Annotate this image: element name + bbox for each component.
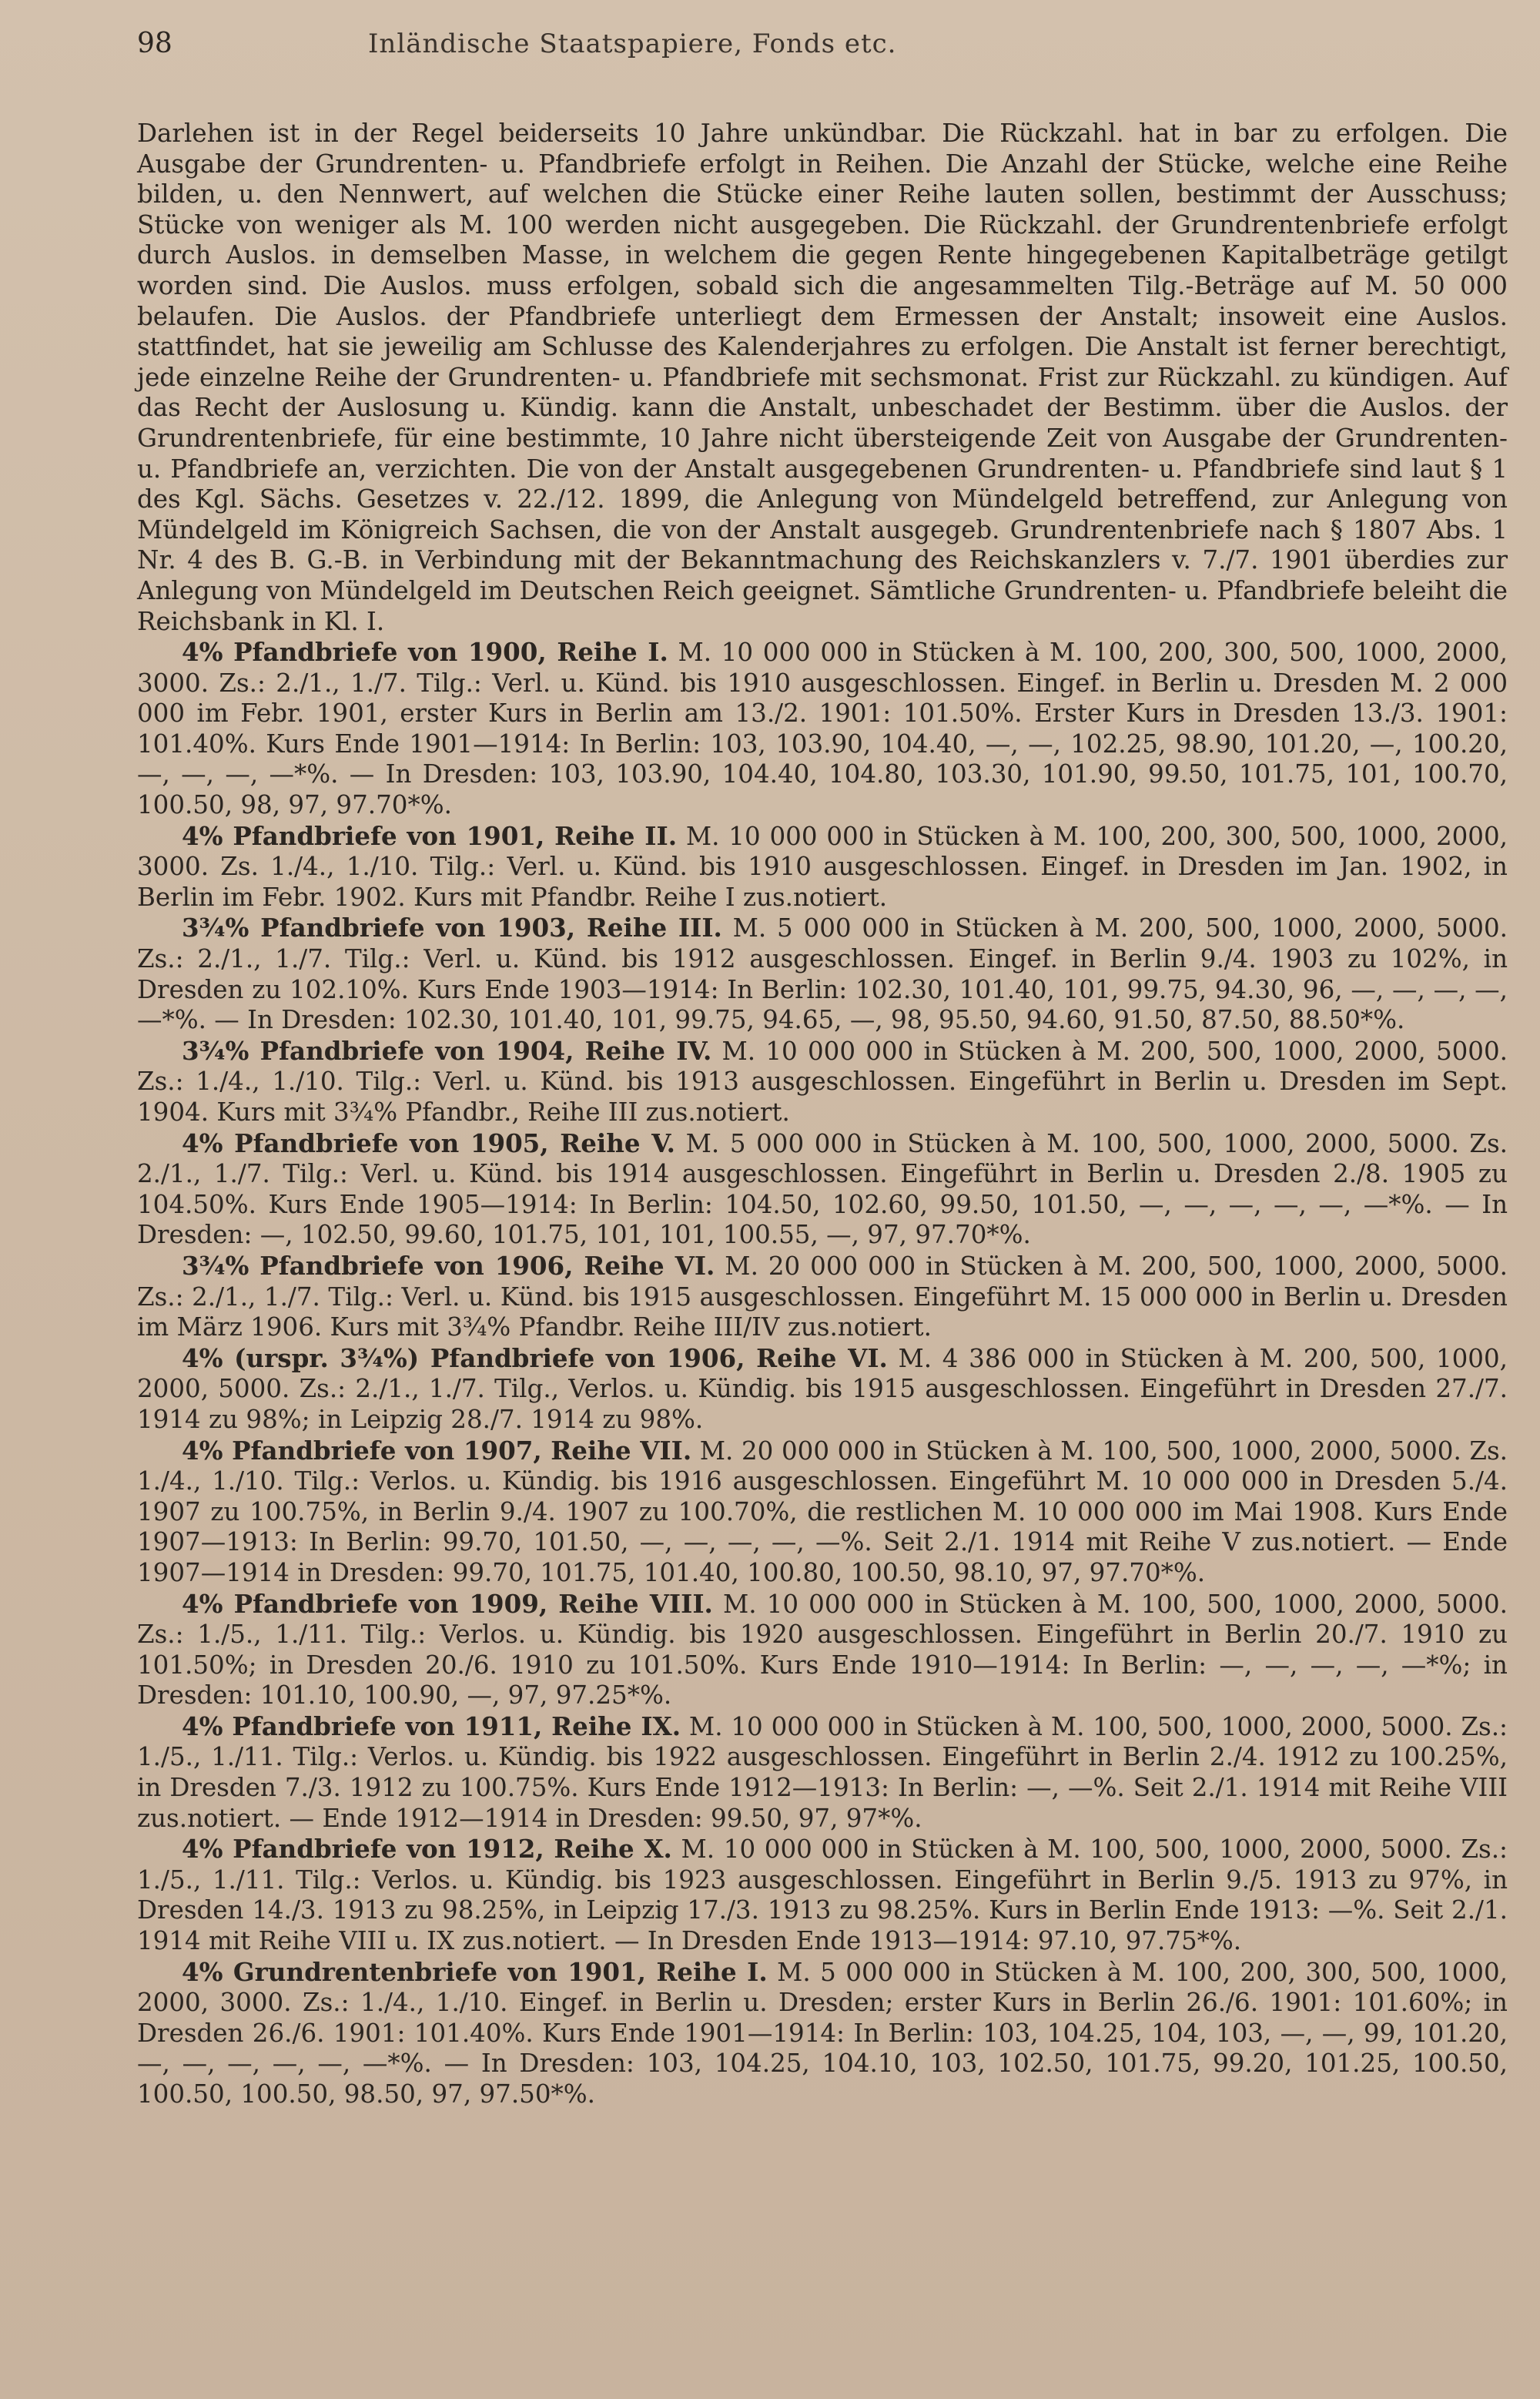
running-title: Inländische Staatspapiere, Fonds etc. bbox=[368, 28, 897, 59]
entry-text: M. 10 000 000 in Stücken à M. 200, 500, 1000, 2000, 5000. Zs.: 1./4., 1./10. Tilg.: Verl. u. Künd. bis 1913 ausgeschlossen. Eingeführt in Berlin u. Dresden im Sept. 1904. Kurs mit 3¾% Pfandbr., Reihe III zus.notiert. bbox=[137, 1036, 1508, 1127]
entry-pfandbriefe-1901 bbox=[137, 821, 1508, 913]
entry-text: M. 10 000 000 in Stücken à M. 100, 500, 1000, 2000, 5000. Zs.: 1./5., 1./11. Tilg.: Verlos. u. Kündig. bis 1920 ausgeschlossen. Eingeführt in Berlin 20./7. 1910 zu 101.50%; in Dresden 20./6. 1910 zu 101.50%. Kurs Ende 1910—1914: In Berlin: —, —, —, —, —*%; in Dresden: 101.10, 100.90, —, 97, 97.25*%. bbox=[137, 1589, 1508, 1710]
entry-heading: 4% (urspr. 3¾%) Pfandbriefe von 1906, Reihe VI. bbox=[182, 1342, 888, 1373]
entry-heading: 4% Grundrentenbriefe von 1901, Reihe I. bbox=[182, 1956, 768, 1987]
entry-text: M. 4 386 000 in Stücken à M. 200, 500, 1000, 2000, 5000. Zs.: 2./1., 1./7. Tilg., Verlos. u. Kündig. bis 1915 ausgeschlossen. Eingeführt in Dresden 27./7. 1914 zu 98%; in Leipzig 28./7. 1914 zu 98%. bbox=[137, 1343, 1508, 1434]
entry-pfandbriefe-1906 bbox=[137, 1251, 1508, 1343]
entry-text: M. 10 000 000 in Stücken à M. 100, 500, 1000, 2000, 5000. Zs.: 1./5., 1./11. Tilg.: Verlos. u. Kündig. bis 1922 ausgeschlossen. Eingeführt in Berlin 2./4. 1912 zu 100.25%, in Dresden 7./3. 1912 zu 100.75%. Kurs Ende 1912—1913: In Berlin: —, —%. Seit 2./1. 1914 mit Reihe VIII zus.notiert. — Ende 1912—1914 in Dresden: 99.50, 97, 97*%. bbox=[137, 1711, 1508, 1833]
entry-heading: 4% Pfandbriefe von 1901, Reihe II. bbox=[182, 820, 678, 851]
entry-pfandbriefe-1912 bbox=[137, 1834, 1508, 1956]
body-text bbox=[137, 119, 1508, 2110]
entry-pfandbriefe-1904 bbox=[137, 1036, 1508, 1128]
entry-text: M. 5 000 000 in Stücken à M. 100, 200, 300, 500, 1000, 2000, 3000. Zs.: 1./4., 1./10. Eingef. in Berlin u. Dresden; erster Kurs in Berlin 26./6. 1901: 101.60%; in Dresden 26./6. 1901: 101.40%. Kurs Ende 1901—1914: In Berlin: 103, 104.25, 104, 103, —, —, 99, 101.20, —, —, —, —, —, —*%. — In Dresden: 103, 104.25, 104.10, 103, 102.50, 101.75, 99.20, 101.25, 100.50, 100.50, 100.50, 98.50, 97, 97.50*%. bbox=[137, 1957, 1508, 2109]
entry-pfandbriefe-1903 bbox=[137, 913, 1508, 1035]
entry-pfandbriefe-1907 bbox=[137, 1436, 1508, 1589]
entry-text: M. 10 000 000 in Stücken à M. 100, 200, 300, 500, 1000, 2000, 3000. Zs.: 2./1., 1./7. Tilg.: Verl. u. Künd. bis 1910 ausgeschlossen. Eingef. in Berlin u. Dresden M. 2 000 000 im Febr. 1901, erster Kurs in Berlin am 13./2. 1901: 101.50%. Erster Kurs in Dresden 13./3. 1901: 101.40%. Kurs Ende 1901—1914: In Berlin: 103, 103.90, 104.40, —, —, 102.25, 98.90, 101.20, —, 100.20, —, —, —, —*%. — In Dresden: 103, 103.90, 104.40, 104.80, 103.30, 101.90, 99.50, 101.75, 101, 100.70, 100.50, 98, 97, 97.70*%. bbox=[137, 638, 1508, 820]
entry-text: M. 5 000 000 in Stücken à M. 100, 500, 1000, 2000, 5000. Zs. 2./1., 1./7. Tilg.: Verl. u. Künd. bis 1914 ausgeschlossen. Eingeführt in Berlin u. Dresden 2./8. 1905 zu 104.50%. Kurs Ende 1905—1914: In Berlin: 104.50, 102.60, 99.50, 101.50, —, —, —, —, —, —*%. — In Dresden: —, 102.50, 99.60, 101.75, 101, 101, 100.55, —, 97, 97.70*%. bbox=[137, 1128, 1508, 1250]
entry-heading: 4% Pfandbriefe von 1911, Reihe IX. bbox=[182, 1710, 681, 1741]
entry-text: M. 10 000 000 in Stücken à M. 100, 500, 1000, 2000, 5000. Zs.: 1./5., 1./11. Tilg.: Verlos. u. Kündig. bis 1923 ausgeschlossen. Eingeführt in Berlin 9./5. 1913 zu 97%, in Dresden 14./3. 1913 zu 98.25%, in Leipzig 17./3. 1913 zu 98.25%. Kurs in Berlin Ende 1913: —%. Seit 2./1. 1914 mit Reihe VIII u. IX zus.notiert. — In Dresden Ende 1913—1914: 97.10, 97.75*%. bbox=[137, 1834, 1508, 1956]
entry-heading: 3¾% Pfandbriefe von 1904, Reihe IV. bbox=[182, 1035, 712, 1066]
entry-heading: 4% Pfandbriefe von 1905, Reihe V. bbox=[182, 1127, 675, 1158]
entry-text: M. 5 000 000 in Stücken à M. 200, 500, 1000, 2000, 5000. Zs.: 2./1., 1./7. Tilg.: Verl. u. Künd. bis 1912 ausgeschlossen. Eingef. in Berlin 9./4. 1903 zu 102%, in Dresden zu 102.10%. Kurs Ende 1903—1914: In Berlin: 102.30, 101.40, 101, 99.75, 94.30, 96, —, —, —, —, —*%. — In Dresden: 102.30, 101.40, 101, 99.75, 94.65, —, 98, 95.50, 94.60, 91.50, 87.50, 88.50*%. bbox=[137, 913, 1508, 1035]
entry-pfandbriefe-1911 bbox=[137, 1711, 1508, 1834]
entry-text: M. 10 000 000 in Stücken à M. 100, 200, 300, 500, 1000, 2000, 3000. Zs. 1./4., 1./10. Tilg.: Verl. u. Künd. bis 1910 ausgeschlossen. Eingef. in Dresden im Jan. 1902, in Berlin im Febr. 1902. Kurs mit Pfandbr. Reihe I zus.notiert. bbox=[137, 821, 1508, 912]
entry-heading: 3¾% Pfandbriefe von 1906, Reihe VI. bbox=[182, 1250, 715, 1281]
intro-paragraph: Darlehen ist in der Regel beiderseits 10 Jahre unkündbar. Die Rückzahl. hat in bar zu erfolgen. Die Ausgabe der Grundrenten- u. Pfandbriefe erfolgt in Reihen. Die Anzahl der Stücke, welche eine Reihe bilden, u. den Nennwert, auf welchen die Stücke einer Reihe lauten sollen, bestimmt der Ausschuss; Stücke von weniger als M. 100 werden nicht ausgegeben. Die Rückzahl. der Grundrentenbriefe erfolgt durch Auslos. in demselben Masse, in welchem die gegen Rente hingegebenen Kapitalbeträge getilgt worden sind. Die Auslos. muss erfolgen, sobald sich die angesammelten Tilg.-Beträge auf M. 50 000 belaufen. Die Auslos. der Pfandbriefe unterliegt dem Ermessen der Anstalt; insoweit eine Auslos. stattfindet, hat sie jeweilig am Schlusse des Kalenderjahres zu erfolgen. Die Anstalt ist ferner berechtigt, jede einzelne Reihe der Grundrenten- u. Pfandbriefe mit sechsmonat. Frist zur Rückzahl. zu kündigen. Auf das Recht der Auslosung u. Kündig. kann die Anstalt, unbeschadet der Bestimm. über die Auslos. der Grundrentenbriefe, für eine bestimmte, 10 Jahre nicht übersteigende Zeit von Ausgabe der Grundrenten- u. Pfandbriefe an, verzichten. Die von der Anstalt ausgegebenen Grundrenten- u. Pfandbriefe sind laut § 1 des Kgl. Sächs. Gesetzes v. 22./12. 1899, die Anlegung von Mündelgeld betreffend, zur Anlegung von Mündelgeld im Königreich Sachsen, die von der Anstalt ausgegeb. Grundrentenbriefe nach § 1807 Abs. 1 Nr. 4 des B. G.-B. in Verbindung mit der Bekanntmachung des Reichskanzlers v. 7./7. 1901 überdies zur Anlegung von Mündelgeld im Deutschen Reich geeignet. Sämtliche Grundrenten- u. Pfandbriefe beleiht die Reichsbank in Kl. I. bbox=[137, 119, 1508, 636]
entry-heading: 4% Pfandbriefe von 1912, Reihe X. bbox=[182, 1834, 672, 1865]
entry-heading: 4% Pfandbriefe von 1900, Reihe I. bbox=[182, 637, 668, 668]
entry-grundrentenbriefe-1901 bbox=[137, 1957, 1508, 2110]
entry-heading: 4% Pfandbriefe von 1907, Reihe VII. bbox=[182, 1435, 692, 1466]
entry-heading: 3¾% Pfandbriefe von 1903, Reihe III. bbox=[182, 913, 722, 943]
page-header bbox=[137, 28, 1509, 71]
entry-pfandbriefe-1905 bbox=[137, 1128, 1508, 1251]
entry-text: M. 20 000 000 in Stücken à M. 100, 500, 1000, 2000, 5000. Zs. 1./4., 1./10. Tilg.: Verlos. u. Kündig. bis 1916 ausgeschlossen. Eingeführt M. 10 000 000 in Dresden 5./4. 1907 zu 100.75%, in Berlin 9./4. 1907 zu 100.70%, die restlichen M. 10 000 000 im Mai 1908. Kurs Ende 1907—1913: In Berlin: 99.70, 101.50, —, —, —, —, —%. Seit 2./1. 1914 mit Reihe V zus.notiert. — Ende 1907—1914 in Dresden: 99.70, 101.75, 101.40, 100.80, 100.50, 98.10, 97, 97.70*%. bbox=[137, 1436, 1508, 1587]
entry-pfandbriefe-1906-urspr bbox=[137, 1343, 1508, 1436]
entry-heading: 4% Pfandbriefe von 1909, Reihe VIII. bbox=[182, 1588, 713, 1619]
entry-pfandbriefe-1900 bbox=[137, 637, 1508, 821]
page-number: 98 bbox=[137, 28, 172, 59]
entry-text: M. 20 000 000 in Stücken à M. 200, 500, 1000, 2000, 5000. Zs.: 2./1., 1./7. Tilg.: Verl. u. Künd. bis 1915 ausgeschlossen. Eingeführt M. 15 000 000 in Berlin u. Dresden im März 1906. Kurs mit 3¾% Pfandbr. Reihe III/IV zus.notiert. bbox=[137, 1251, 1508, 1342]
entry-pfandbriefe-1909 bbox=[137, 1589, 1508, 1711]
